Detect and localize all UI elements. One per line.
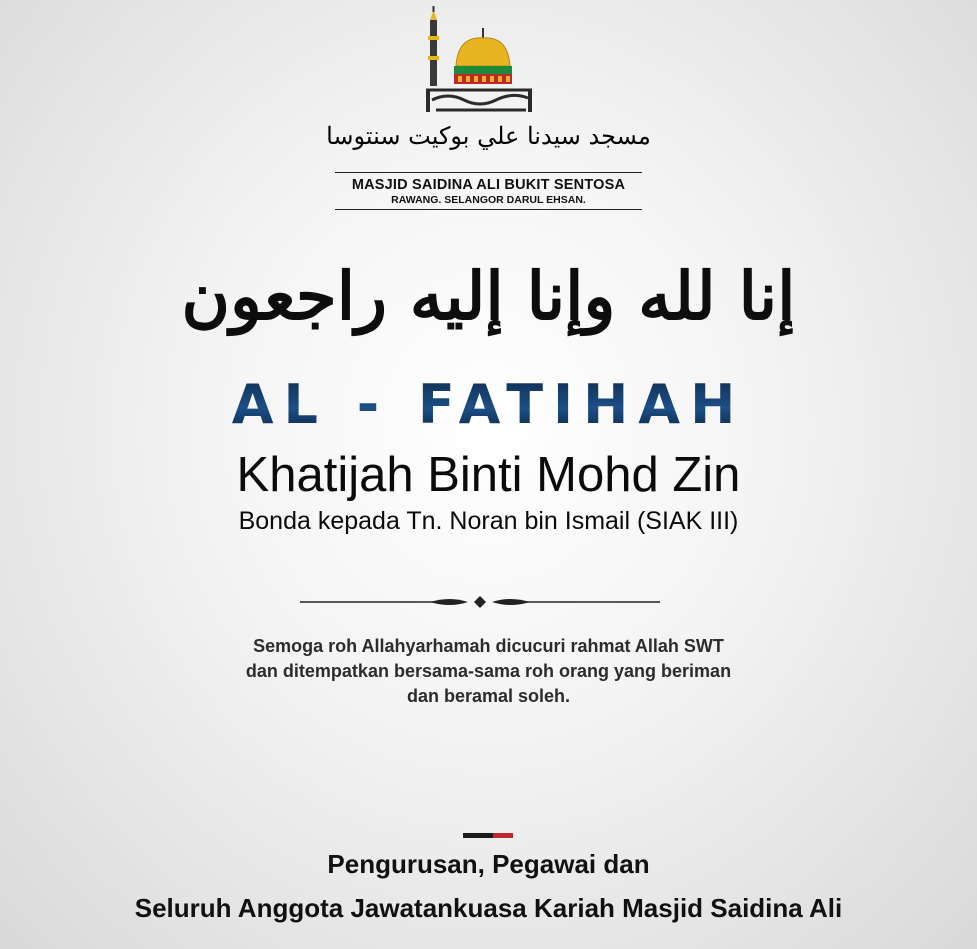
mosque-logo-icon: [418, 6, 540, 122]
mosque-name: MASJID SAIDINA ALI BUKIT SENTOSA: [351, 177, 626, 193]
prayer-line: Semoga roh Allahyarhamah dicucuri rahmat Allah SWT: [253, 636, 724, 656]
sender-line-1: Pengurusan, Pegawai dan: [327, 849, 650, 879]
sender-line-2: Seluruh Anggota Jawatankuasa Kariah Masjid Saidina Ali: [134, 893, 843, 923]
accent-bar-red: [493, 833, 513, 838]
arabic-calligraphy: إنا لله وإنا إليه راجعون: [181, 257, 796, 335]
prayer-line: dan ditempatkan bersama-sama roh orang yang beriman: [245, 661, 732, 681]
prayer-text: [0, 634, 977, 709]
accent-bar-dark: [463, 833, 493, 838]
mosque-address: RAWANG. SELANGOR DARUL EHSAN.: [391, 194, 586, 206]
mosque-name-block: [335, 172, 642, 210]
ornamental-divider-icon: [300, 592, 660, 612]
mosque-arabic-name: مسجد سيدنا علي بوكيت سنتوسا: [326, 122, 651, 150]
al-fatihah-heading: AL - FATIHAH: [0, 375, 977, 435]
deceased-name: Khatijah Binti Mohd Zin: [236, 448, 741, 502]
relation-line: Bonda kepada Tn. Noran bin Ismail (SIAK III): [238, 507, 739, 535]
prayer-line: dan beramal soleh.: [406, 686, 571, 706]
accent-bar: [463, 833, 513, 838]
